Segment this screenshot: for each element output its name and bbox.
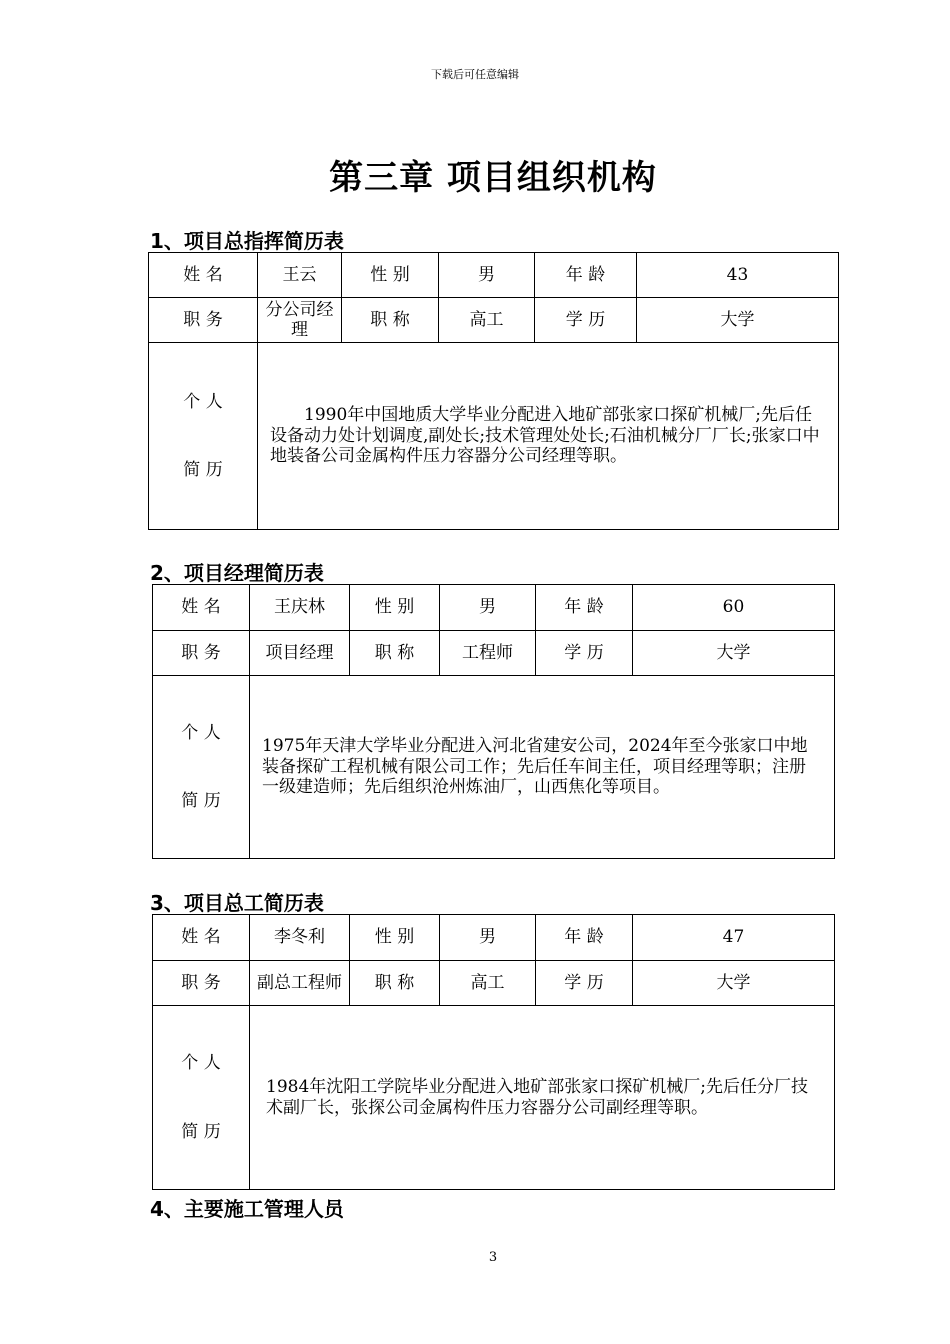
name-value: 李冬利 <box>250 915 350 961</box>
position-value: 分公司经理 <box>258 298 342 343</box>
gender-value: 男 <box>440 585 536 631</box>
personal-label: 个 人 <box>183 391 223 412</box>
education-value: 大学 <box>637 298 839 343</box>
resume-table-3 <box>152 914 835 1190</box>
title-label: 职 称 <box>350 631 440 676</box>
resume-label: 简 历 <box>181 791 221 811</box>
name-label: 姓 名 <box>153 585 250 631</box>
name-label: 姓 名 <box>153 915 250 961</box>
resume-label: 简 历 <box>181 1121 221 1142</box>
table-row <box>153 915 835 961</box>
bio-label <box>149 343 258 530</box>
gender-value: 男 <box>439 253 535 298</box>
age-value: 60 <box>633 585 835 631</box>
education-label: 学 历 <box>536 961 633 1006</box>
age-value: 47 <box>633 915 835 961</box>
title-value: 高工 <box>439 298 535 343</box>
age-label: 年 龄 <box>535 253 637 298</box>
gender-value: 男 <box>440 915 536 961</box>
position-label: 职 务 <box>153 631 250 676</box>
name-value: 王云 <box>258 253 342 298</box>
resume-table-1 <box>148 252 839 530</box>
age-label: 年 龄 <box>536 585 633 631</box>
page-number: 3 <box>488 1250 498 1265</box>
bio-label <box>153 676 250 859</box>
table-row <box>153 631 835 676</box>
position-label: 职 务 <box>153 961 250 1006</box>
table-row <box>153 585 835 631</box>
title-label: 职 称 <box>350 961 440 1006</box>
table-row <box>153 961 835 1006</box>
bio-text: 1990年中国地质大学毕业分配进入地矿部张家口探矿机械厂;先后任设备动力处计划调度,副处长;技术管理处处长;石油机械分厂厂长;张家口中地装备公司金属构件压力容器分公司经理等职。 <box>258 343 839 530</box>
age-value: 43 <box>637 253 839 298</box>
age-label: 年 龄 <box>536 915 633 961</box>
personal-label: 个 人 <box>181 1053 221 1074</box>
section-1-heading: 1、项目总指挥简历表 <box>150 229 344 253</box>
education-label: 学 历 <box>536 631 633 676</box>
bio-text: 1984年沈阳工学院毕业分配进入地矿部张家口探矿机械厂;先后任分厂技术副厂长，张探公司金属构件压力容器分公司副经理等职。 <box>250 1006 835 1190</box>
title-label: 职 称 <box>342 298 439 343</box>
title-value: 高工 <box>440 961 536 1006</box>
section-4-heading: 4、主要施工管理人员 <box>150 1197 344 1221</box>
education-value: 大学 <box>633 631 835 676</box>
section-3-heading: 3、项目总工简历表 <box>150 891 324 915</box>
position-value: 副总工程师 <box>250 961 350 1006</box>
table-row <box>149 298 839 343</box>
gender-label: 性 别 <box>342 253 439 298</box>
chapter-title: 第三章 项目组织机构 <box>329 158 657 198</box>
resume-table-2 <box>152 584 835 859</box>
name-label: 姓 名 <box>149 253 258 298</box>
table-row <box>149 253 839 298</box>
bio-label <box>153 1006 250 1190</box>
education-value: 大学 <box>633 961 835 1006</box>
table-row <box>153 676 835 859</box>
section-2-heading: 2、项目经理简历表 <box>150 561 324 585</box>
position-label: 职 务 <box>149 298 258 343</box>
position-value: 项目经理 <box>250 631 350 676</box>
table-row <box>153 1006 835 1190</box>
gender-label: 性 别 <box>350 915 440 961</box>
bio-text: 1975年天津大学毕业分配进入河北省建安公司，2024年至今张家口中地装备探矿工程机械有限公司工作；先后任车间主任，项目经理等职；注册一级建造师；先后组织沧州炼油厂，山西焦化等项目。 <box>250 676 835 859</box>
personal-label: 个 人 <box>181 722 221 743</box>
name-value: 王庆林 <box>250 585 350 631</box>
gender-label: 性 别 <box>350 585 440 631</box>
education-label: 学 历 <box>535 298 637 343</box>
title-value: 工程师 <box>440 631 536 676</box>
table-row <box>149 343 839 530</box>
resume-label: 简 历 <box>183 460 223 480</box>
header-note: 下载后可任意编辑 <box>431 68 519 81</box>
